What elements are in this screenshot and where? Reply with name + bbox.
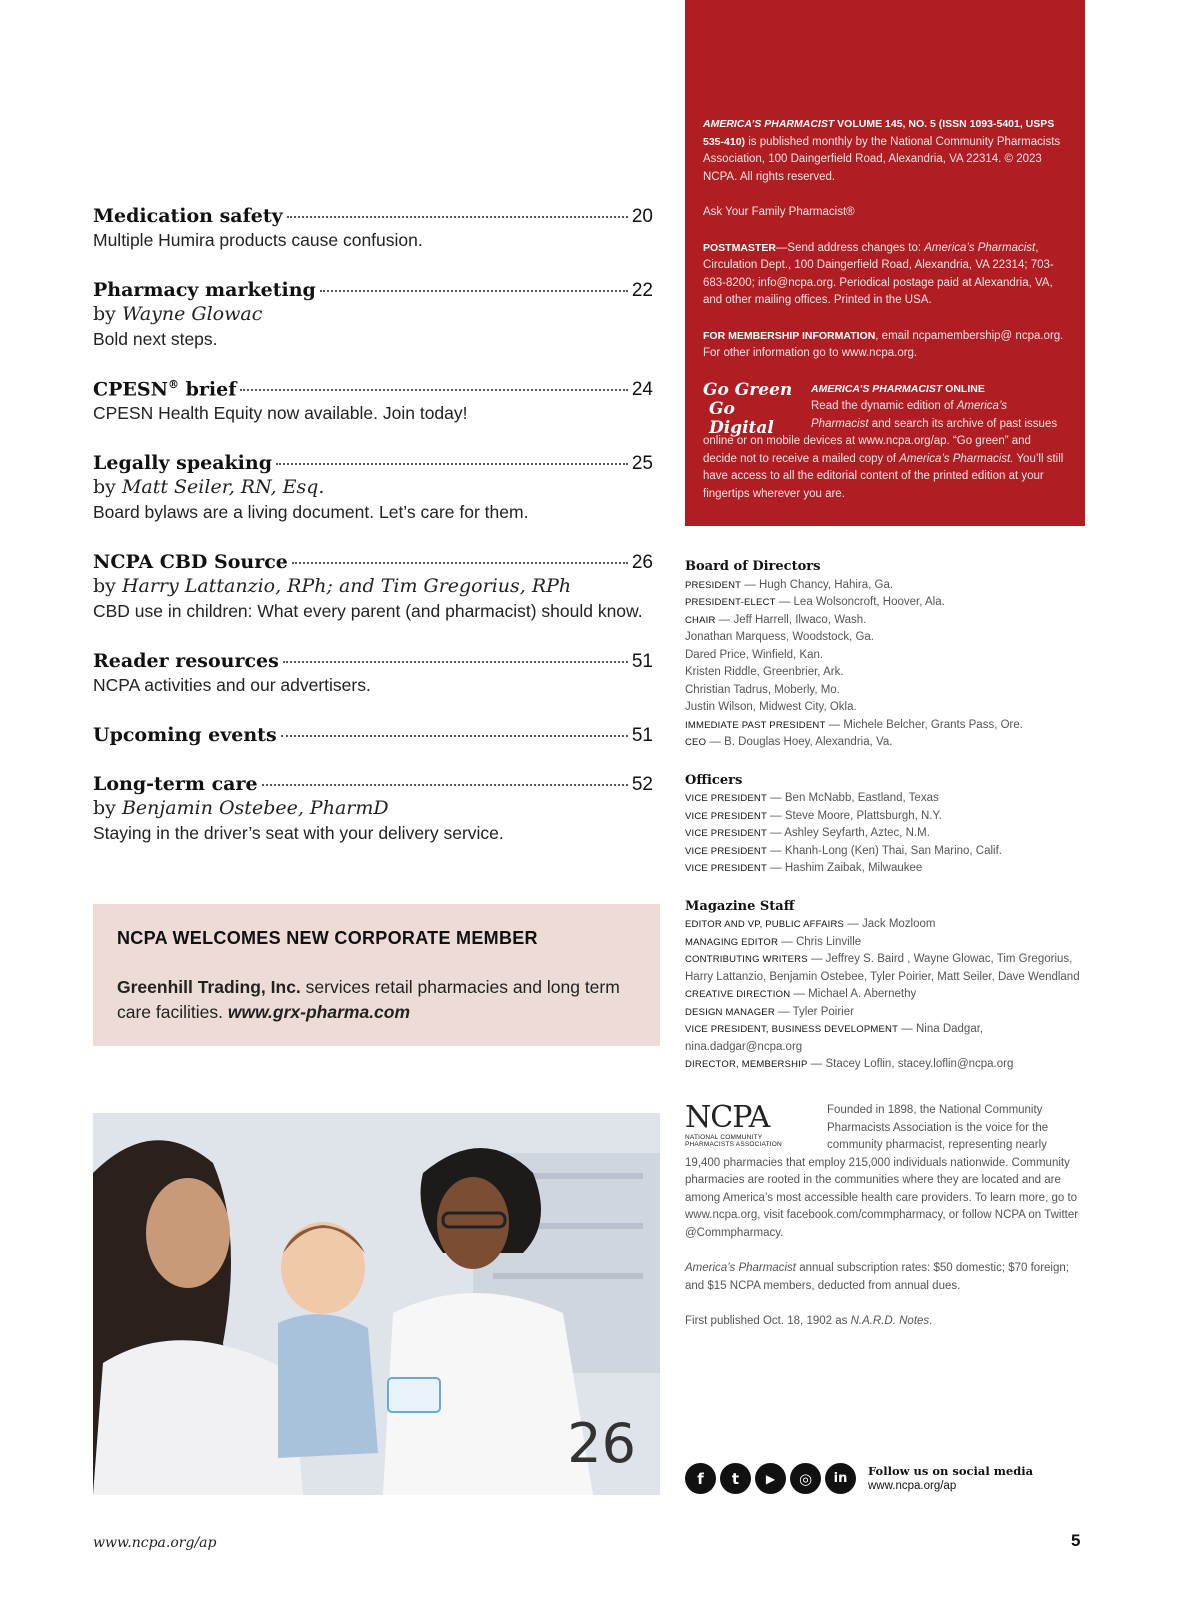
staff-line: Kristen Riddle, Greenbrier, Ark.: [685, 666, 844, 678]
youtube-icon[interactable]: ▶: [755, 1463, 786, 1494]
ask-tagline: Ask Your Family Pharmacist®: [703, 206, 855, 218]
staff-line: VICE PRESIDENT — Khanh-Long (Ken) Thai, San Marino, Calif.: [685, 844, 1003, 857]
staff-line: CREATIVE DIRECTION — Michael A. Abernethy: [685, 988, 917, 1000]
toc-author: by Harry Lattanzio, RPh; and Tim Gregorius, RPh: [93, 575, 572, 598]
staff-line: VICE PRESIDENT — Ben McNabb, Eastland, Texas: [685, 792, 939, 804]
about-text: Founded in 1898, the National Community Pharmacists Association is the voice for the community pharmacist, representing nearly 19,400 pharmacies that employ 215,000 individuals nationwide. Community pharmacies are rooted in the communities where they are located and are among America’s most accessible health care providers. To learn more, go to www.ncpa.org, visit facebook.com/commpharmacy, or follow NCPA on Twitter @Commpharmacy.: [685, 1104, 1079, 1239]
toc-title: CPESN® brief: [93, 378, 237, 401]
toc-item[interactable]: [93, 452, 653, 525]
staff-line: Christian Tadrus, Moberly, Mo.: [685, 683, 840, 696]
first-published-text: First published Oct. 18, 1902 as N.A.R.D. Notes.: [685, 1315, 933, 1327]
toc-item[interactable]: [93, 378, 653, 426]
toc-item[interactable]: [93, 551, 653, 624]
masthead-text: AMERICA’S PHARMACIST VOLUME 145, NO. 5 (ISSN 1093-5401, USPS 535-410) is published monthly by the National Community Pharmacists Association, 100 Daingerfield Road, Alexandria, VA 22314. © 2023 NCPA. All rights reserved.: [703, 118, 1061, 183]
staff-line: Justin Wilson, Midwest City, Okla.: [685, 701, 857, 713]
toc-item[interactable]: [93, 773, 653, 846]
staff-line: PRESIDENT-ELECT — Lea Wolsoncroft, Hoover, Ala.: [685, 596, 945, 608]
leader-dots: [262, 784, 628, 786]
leader-dots: [283, 661, 628, 663]
section-heading: Board of Directors: [685, 559, 821, 574]
toc-desc: CPESN Health Equity now available. Join today!: [93, 403, 468, 424]
page-number: 5: [1071, 1531, 1081, 1550]
leader-dots: [276, 463, 628, 465]
membership-text: FOR MEMBERSHIP INFORMATION, email ncpamembership@ ncpa.org. For other information go to www.ncpa.org.: [703, 329, 1064, 359]
toc-page: 20: [631, 206, 653, 227]
toc-author: by Wayne Glowac: [93, 303, 263, 325]
social-link[interactable]: www.ncpa.org/ap: [868, 1479, 957, 1492]
magazine-staff-section: [685, 898, 1085, 1074]
toc-desc: Bold next steps.: [93, 329, 218, 349]
toc-author: by Benjamin Ostebee, PharmD: [93, 797, 389, 820]
toc-title: NCPA CBD Source: [93, 551, 288, 574]
staff-line: DIRECTOR, MEMBERSHIP — Stacey Loflin, stacey.loflin@ncpa.org: [685, 1058, 1014, 1070]
toc-page: 24: [631, 379, 653, 401]
staff-line: CONTRIBUTING WRITERS — Jeffrey S. Baird , Wayne Glowac, Tim Gregorius, Harry Lattanzio, Benjamin Ostebee, Tyler Poirier, Matt Seiler, Dave Wendland: [685, 953, 1080, 983]
toc-page: 22: [631, 280, 653, 301]
toc-title: Reader resources: [93, 650, 279, 673]
welcome-box: [93, 904, 660, 1046]
staff-line: CHAIR — Jeff Harrell, Ilwaco, Wash.: [685, 613, 867, 626]
toc-item[interactable]: [93, 724, 653, 747]
board-section: [685, 558, 1085, 752]
staff-listing: [685, 558, 1085, 1094]
page-reference: 26: [567, 1412, 636, 1475]
footer-url[interactable]: www.ncpa.org/ap: [93, 1535, 217, 1551]
toc-desc: Staying in the driver’s seat with your delivery service.: [93, 823, 504, 844]
table-of-contents: [93, 205, 653, 872]
toc-title: Long-term care: [93, 773, 258, 796]
leader-dots: [281, 735, 628, 737]
toc-page: 25: [631, 453, 653, 475]
feature-photo[interactable]: [93, 1113, 660, 1495]
toc-title: Medication safety: [93, 205, 283, 227]
officers-section: [685, 772, 1085, 878]
toc-page: 26: [631, 552, 653, 574]
toc-desc: NCPA activities and our advertisers.: [93, 675, 371, 696]
leader-dots: [320, 290, 628, 292]
staff-line: CEO — B. Douglas Hoey, Alexandria, Va.: [685, 736, 893, 748]
staff-line: IMMEDIATE PAST PRESIDENT — Michele Belcher, Grants Pass, Ore.: [685, 718, 1023, 731]
toc-title: Legally speaking: [93, 452, 272, 475]
welcome-link[interactable]: www.grx-pharma.com: [227, 1002, 411, 1022]
ncpa-logo: NCPA NATIONAL COMMUNITY PHARMACISTS ASSOCIATION: [685, 1100, 782, 1148]
ncpa-about: [685, 1102, 1085, 1349]
toc-page: 51: [631, 651, 653, 673]
section-heading: Officers: [685, 772, 743, 788]
twitter-icon[interactable]: t: [720, 1463, 751, 1494]
toc-item[interactable]: [93, 279, 653, 352]
welcome-heading: NCPA WELCOMES NEW CORPORATE MEMBER: [117, 928, 538, 948]
social-media-bar: [685, 1463, 1033, 1494]
toc-item[interactable]: [93, 650, 653, 698]
facebook-icon[interactable]: f: [685, 1463, 716, 1494]
staff-line: VICE PRESIDENT, BUSINESS DEVELOPMENT — Nina Dadgar, nina.dadgar@ncpa.org: [685, 1023, 984, 1053]
toc-desc: CBD use in children: What every parent (and pharmacist) should know.: [93, 601, 643, 622]
section-heading: Magazine Staff: [685, 898, 795, 914]
toc-title: Upcoming events: [93, 724, 277, 747]
staff-line: Jonathan Marquess, Woodstock, Ga.: [685, 631, 874, 643]
staff-line: EDITOR AND VP, PUBLIC AFFAIRS — Jack Mozloom: [685, 918, 936, 930]
toc-title: Pharmacy marketing: [93, 279, 316, 301]
staff-line: Dared Price, Winfield, Kan.: [685, 648, 824, 661]
social-text: Follow us on social media www.ncpa.org/ap: [868, 1463, 1034, 1492]
leader-dots: [292, 562, 628, 564]
staff-line: VICE PRESIDENT — Steve Moore, Plattsburgh, N.Y.: [685, 809, 942, 822]
toc-author: by Matt Seiler, RN, Esq.: [93, 476, 325, 499]
toc-desc: Multiple Humira products cause confusion.: [93, 230, 423, 250]
toc-desc: Board bylaws are a living document. Let’s care for them.: [93, 502, 529, 523]
online-section: Go Green Go Digital AMERICA’S PHARMACIST ONLINE Read the dynamic edition of America’s Pharmacist and search its archive of past issues online or on mobile devices at www.ncpa.org/ap. “Go green” and decide not to receive a mailed copy of America’s Pharmacist. You’ll still have access to all the editorial content of the printed edition at your fingertips wherever you are.: [703, 379, 1064, 500]
postmaster-text: POSTMASTER—Send address changes to: America’s Pharmacist, Circulation Dept., 100 Daingerfield Road, Alexandria, VA 22314; 703-683-8200; info@ncpa.org. Periodical postage paid at Alexandria, VA, and other mailing offices. Printed in the USA.: [703, 241, 1054, 306]
staff-line: VICE PRESIDENT — Ashley Seyfarth, Aztec, N.M.: [685, 827, 930, 839]
staff-line: MANAGING EDITOR — Chris Linville: [685, 935, 862, 948]
subscription-text: America’s Pharmacist annual subscription rates: $50 domestic; $70 foreign; and $15 NCPA members, deducted from annual dues.: [685, 1262, 1069, 1292]
toc-page: 52: [631, 774, 653, 796]
instagram-icon[interactable]: ◎: [790, 1463, 821, 1494]
staff-line: VICE PRESIDENT — Hashim Zaibak, Milwaukee: [685, 862, 923, 874]
welcome-text: Greenhill Trading, Inc. services retail pharmacies and long term care facilities. www.grx-pharma.com: [117, 977, 620, 1022]
leader-dots: [240, 389, 627, 391]
linkedin-icon[interactable]: in: [825, 1463, 856, 1494]
toc-page: 51: [631, 725, 653, 747]
staff-line: DESIGN MANAGER — Tyler Poirier: [685, 1005, 854, 1018]
leader-dots: [287, 216, 628, 218]
staff-line: PRESIDENT — Hugh Chancy, Hahira, Ga.: [685, 578, 894, 591]
publication-info: [685, 0, 1085, 526]
toc-item[interactable]: [93, 205, 653, 253]
go-green-logo: Go Green Go Digital: [703, 379, 793, 438]
